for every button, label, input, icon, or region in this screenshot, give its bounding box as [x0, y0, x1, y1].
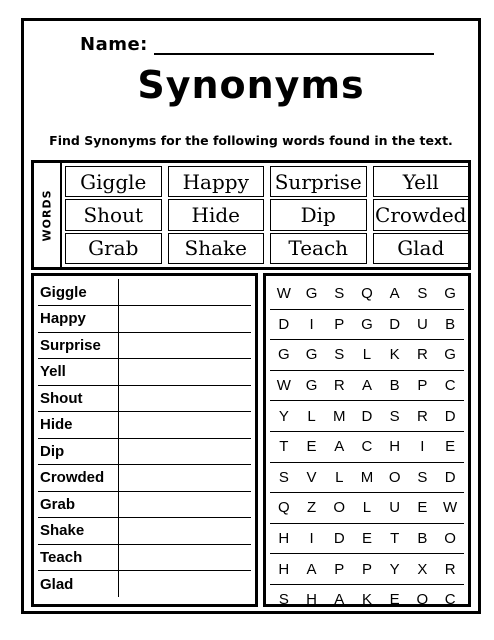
word-search-letter[interactable]: O	[436, 523, 464, 554]
page-title: Synonyms	[137, 63, 365, 107]
word-search-letter[interactable]: Q	[416, 591, 429, 609]
word-search-letter[interactable]: O	[381, 462, 409, 493]
word-bank-item: Grab	[65, 233, 162, 264]
word-search-letter[interactable]: D	[353, 401, 381, 432]
word-search-letter[interactable]: W	[436, 493, 464, 524]
word-search-letter[interactable]: D	[436, 401, 464, 432]
answer-word: Surprise	[38, 332, 118, 359]
name-field-line[interactable]	[154, 35, 434, 55]
instructions: Find Synonyms for the following words found in the text.	[49, 133, 453, 148]
word-search-letter[interactable]: I	[298, 523, 326, 554]
word-search-letter[interactable]: R	[409, 401, 437, 432]
word-search-row	[270, 340, 464, 371]
word-search-letter[interactable]: Z	[298, 493, 326, 524]
word-search-letter[interactable]: L	[298, 401, 326, 432]
word-search-letter[interactable]: P	[353, 554, 381, 585]
word-bank-item: Surprise	[270, 166, 367, 197]
word-search-letter[interactable]: E	[436, 431, 464, 462]
answer-blank[interactable]	[118, 332, 251, 359]
word-search-letter[interactable]: A	[381, 279, 409, 309]
word-bank-item: Shake	[168, 233, 265, 264]
word-bank-item: Giggle	[65, 166, 162, 197]
word-search-letter[interactable]: E	[353, 523, 381, 554]
word-search-letter[interactable]: G	[270, 340, 298, 371]
answer-word: Crowded	[38, 465, 118, 492]
word-bank	[31, 160, 471, 270]
word-bank-item: Crowded	[373, 199, 470, 230]
word-search-letter[interactable]: V	[298, 462, 326, 493]
word-search-letter[interactable]: L	[353, 340, 381, 371]
word-search-letter[interactable]: A	[353, 370, 381, 401]
word-bank-item: Teach	[270, 233, 367, 264]
answer-word: Hide	[38, 412, 118, 439]
word-search-letter[interactable]: B	[381, 370, 409, 401]
word-search-letter[interactable]: K	[381, 340, 409, 371]
word-search-letter[interactable]: D	[325, 523, 353, 554]
word-search-letter[interactable]: H	[270, 523, 298, 554]
word-search-letter[interactable]: D	[436, 462, 464, 493]
word-search-letter[interactable]: G	[298, 279, 326, 309]
word-search-letter[interactable]: A	[298, 554, 326, 585]
word-search-letter[interactable]: M	[325, 401, 353, 432]
word-search-letter[interactable]: B	[409, 523, 437, 554]
word-bank-item: Glad	[373, 233, 470, 264]
word-search-letter[interactable]: R	[325, 370, 353, 401]
word-search-letter[interactable]: Y	[381, 554, 409, 585]
word-search-letter[interactable]: A	[325, 431, 353, 462]
word-search-row	[270, 309, 464, 340]
answer-row	[38, 518, 251, 545]
word-bank-item: Hide	[168, 199, 265, 230]
answer-row	[38, 412, 251, 439]
word-search-row	[270, 370, 464, 401]
word-search-letter[interactable]: C	[436, 370, 464, 401]
word-search-letter[interactable]: D	[381, 309, 409, 340]
word-search-letter[interactable]: W	[270, 279, 298, 309]
word-search-row	[270, 554, 464, 585]
word-search-letter[interactable]: H	[270, 554, 298, 585]
word-search-letter[interactable]: I	[298, 309, 326, 340]
word-bank-tag	[34, 163, 62, 267]
word-search-letter[interactable]: L	[353, 493, 381, 524]
word-search-letter[interactable]: U	[381, 493, 409, 524]
word-search-letter[interactable]: G	[436, 279, 464, 309]
word-search-letter[interactable]: T	[270, 431, 298, 462]
answer-blank[interactable]	[118, 359, 251, 386]
answer-list	[31, 273, 258, 607]
word-search-letter[interactable]: D	[270, 309, 298, 340]
word-search-letter[interactable]: S	[325, 279, 353, 309]
word-search-letter[interactable]: B	[436, 309, 464, 340]
word-search-letter[interactable]: K	[361, 591, 372, 609]
answer-word: Teach	[38, 544, 118, 571]
word-search-grid	[270, 279, 464, 615]
answer-word: Yell	[38, 359, 118, 386]
word-search-letter[interactable]: G	[298, 370, 326, 401]
answer-word: Grab	[38, 491, 118, 518]
answer-row	[38, 306, 251, 333]
answer-word: Glad	[38, 571, 118, 598]
answer-word: Happy	[38, 306, 118, 333]
word-search-letter[interactable]: S	[381, 401, 409, 432]
word-search-letter[interactable]: Q	[353, 279, 381, 309]
word-search-letter[interactable]: E	[298, 431, 326, 462]
word-search-letter[interactable]: P	[409, 370, 437, 401]
word-search	[263, 273, 471, 607]
word-search-letter[interactable]: P	[325, 309, 353, 340]
word-search-row	[270, 523, 464, 554]
word-search-letter[interactable]: S	[409, 462, 437, 493]
word-search-letter[interactable]: S	[270, 462, 298, 493]
word-search-row	[270, 401, 464, 432]
word-search-row	[270, 462, 464, 493]
word-search-letter[interactable]: S	[409, 279, 437, 309]
answer-blank[interactable]	[118, 518, 251, 545]
word-search-row	[270, 493, 464, 524]
answer-blank[interactable]	[118, 491, 251, 518]
word-search-letter[interactable]: C	[444, 591, 456, 609]
word-search-letter[interactable]: M	[353, 462, 381, 493]
answer-row	[38, 544, 251, 571]
answer-table	[38, 279, 251, 597]
answer-row	[38, 359, 251, 386]
answer-word: Giggle	[38, 279, 118, 306]
word-search-letter[interactable]: Y	[270, 401, 298, 432]
word-search-letter[interactable]: U	[409, 309, 437, 340]
word-search-letter[interactable]: I	[409, 431, 437, 462]
answer-row	[38, 571, 251, 598]
word-search-letter[interactable]: H	[381, 431, 409, 462]
word-search-letter[interactable]: R	[409, 340, 437, 371]
word-search-letter[interactable]: W	[270, 370, 298, 401]
word-search-letter[interactable]: G	[298, 340, 326, 371]
name-label: Name:	[80, 34, 148, 55]
word-search-letter[interactable]: E	[409, 493, 437, 524]
answer-blank[interactable]	[118, 571, 251, 598]
answer-blank[interactable]	[118, 412, 251, 439]
word-search-letter[interactable]: A	[334, 591, 345, 609]
word-search-letter[interactable]: R	[436, 554, 464, 585]
word-search-row	[270, 279, 464, 309]
answer-word: Shout	[38, 385, 118, 412]
name-row	[80, 34, 434, 55]
word-search-letter[interactable]: T	[381, 523, 409, 554]
word-search-letter[interactable]: O	[325, 493, 353, 524]
word-search-row	[270, 431, 464, 462]
word-bank-item: Dip	[270, 199, 367, 230]
answer-blank[interactable]	[118, 438, 251, 465]
answer-blank[interactable]	[118, 306, 251, 333]
answer-word: Shake	[38, 518, 118, 545]
word-search-letter[interactable]: C	[353, 431, 381, 462]
word-bank-grid	[65, 165, 469, 265]
worksheet	[21, 18, 481, 614]
word-bank-item: Yell	[373, 166, 470, 197]
word-search-letter[interactable]: P	[325, 554, 353, 585]
word-search-letter[interactable]: G	[436, 340, 464, 371]
answer-row	[38, 491, 251, 518]
word-bank-item: Happy	[168, 166, 265, 197]
answer-blank[interactable]	[118, 544, 251, 571]
answer-row	[38, 385, 251, 412]
word-search-letter[interactable]: Q	[270, 493, 298, 524]
answer-blank[interactable]	[118, 385, 251, 412]
word-search-letter[interactable]: X	[409, 554, 437, 585]
word-bank-item: Shout	[65, 199, 162, 230]
word-bank-tag-label: WORDS	[40, 188, 54, 242]
word-search-letter[interactable]: G	[353, 309, 381, 340]
word-search-row	[270, 584, 464, 614]
answer-row	[38, 465, 251, 492]
answer-blank[interactable]	[118, 465, 251, 492]
word-search-letter[interactable]: E	[389, 591, 400, 609]
word-search-letter[interactable]: L	[325, 462, 353, 493]
answer-row	[38, 438, 251, 465]
word-search-letter[interactable]: H	[306, 591, 317, 609]
word-search-letter[interactable]: S	[278, 591, 289, 609]
answer-row	[38, 279, 251, 306]
word-search-letter[interactable]: S	[325, 340, 353, 371]
answer-word: Dip	[38, 438, 118, 465]
answer-blank[interactable]	[118, 279, 251, 306]
answer-row	[38, 332, 251, 359]
